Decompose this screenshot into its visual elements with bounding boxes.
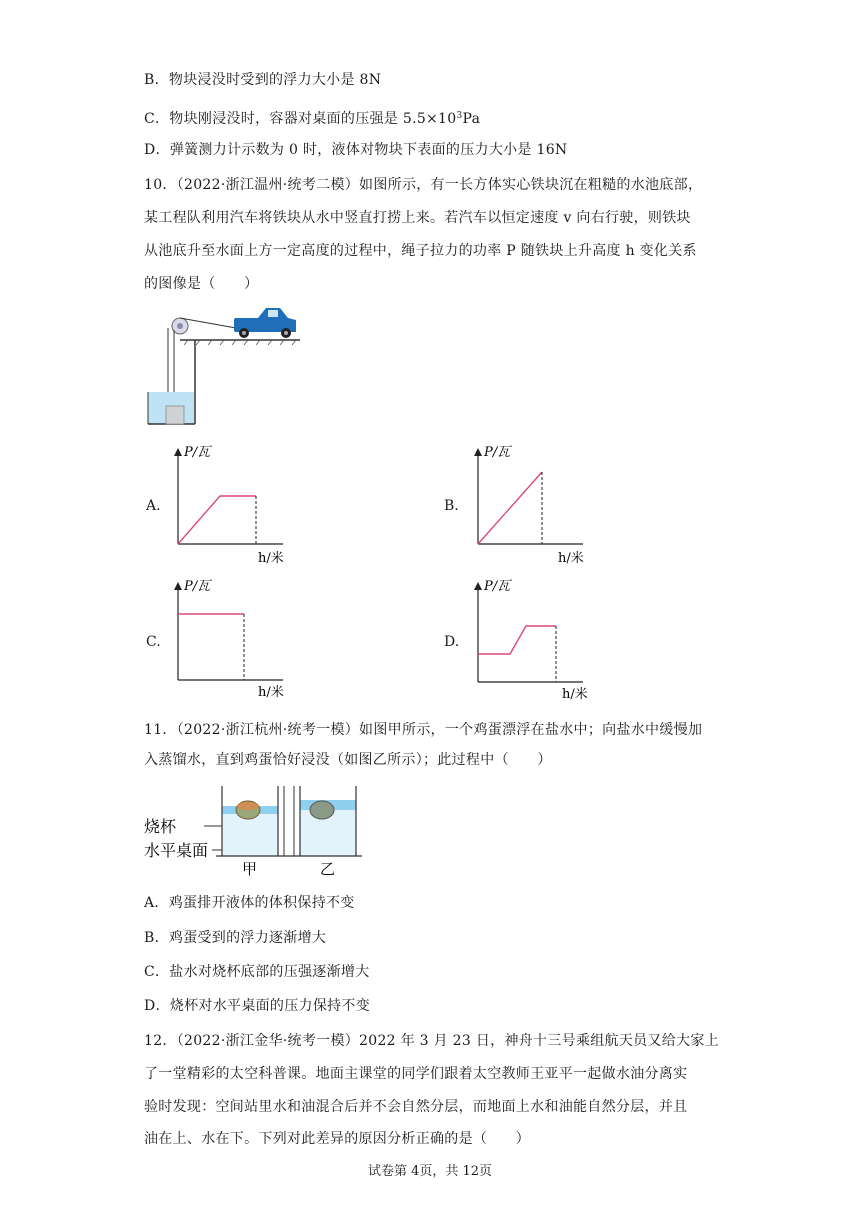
q10-graph-b[interactable] <box>468 440 598 568</box>
q12-line-4: 油在上、水在下。下列对此差异的原因分析正确的是（ ） <box>144 1131 531 1147</box>
q10-graph-d-xlabel: h/米 <box>562 687 588 702</box>
q9-option-b: B．物块浸没时受到的浮力大小是 8N <box>144 72 382 88</box>
q10-graph-a-xlabel: h/米 <box>258 551 284 566</box>
q9-option-c <box>144 106 480 129</box>
q11-option-b[interactable]: B．鸡蛋受到的浮力逐渐增大 <box>144 930 327 946</box>
q9-option-c-exponent: 3 <box>456 111 463 121</box>
egg-beaker-figure <box>140 786 365 878</box>
q10-graph-b-curve <box>478 472 542 544</box>
page-footer: 试卷第 4页，共 12页 <box>367 1164 493 1179</box>
table-label: 水平桌面 <box>144 841 209 860</box>
q11-option-d[interactable]: D．烧杯对水平桌面的压力保持不变 <box>144 998 371 1014</box>
q11-line-2: 入蒸馏水，直到鸡蛋恰好浸没（如图乙所示）；此过程中（ ） <box>144 752 552 768</box>
yi-label: 乙 <box>320 860 336 878</box>
q10-graph-c-xlabel: h/米 <box>258 685 284 700</box>
q10-graph-a[interactable] <box>168 440 298 568</box>
q10-graph-a-curve <box>178 496 256 544</box>
truck-icon <box>234 308 296 338</box>
q12-line-3: 验时发现：空间站里水和油混合后并不会自然分层，而地面上水和油能自然分层，并且 <box>144 1099 688 1115</box>
q11-line-1: 11．（2022·浙江杭州·统考一模）如图甲所示，一个鸡蛋漂浮在盐水中；向盐水中缓慢加 <box>144 722 703 738</box>
q10-line-4: 的图像是（ ） <box>144 276 259 292</box>
q10-graph-d[interactable] <box>468 574 598 702</box>
q10-option-a-label: A. <box>146 498 161 514</box>
q10-graph-a-ylabel: P/瓦 <box>184 445 211 460</box>
q10-option-c-label: C. <box>146 634 161 650</box>
egg-submerged-icon <box>310 801 334 819</box>
q11-option-a[interactable]: A．鸡蛋排开液体的体积保持不变 <box>144 895 355 911</box>
q9-option-c-unit: Pa <box>462 111 481 127</box>
truck-pulley-figure <box>140 302 310 436</box>
beaker-label: 烧杯 <box>144 817 177 836</box>
q10-graph-d-curve <box>478 626 556 654</box>
q10-graph-d-ylabel: P/瓦 <box>484 579 511 594</box>
q11-option-c[interactable]: C．盐水对烧杯底部的压强逐渐增大 <box>144 964 370 980</box>
q10-option-d-label: D. <box>444 634 460 650</box>
jia-label: 甲 <box>242 860 258 878</box>
q10-option-b-label: B. <box>444 498 459 514</box>
q10-graph-b-xlabel: h/米 <box>558 551 584 566</box>
q10-line-2: 某工程队利用汽车将铁块从水中竖直打捞上来。若汽车以恒定速度 v 向右行驶，则铁块 <box>144 210 691 226</box>
q10-graph-c[interactable] <box>168 574 298 702</box>
q9-option-d: D．弹簧测力计示数为 0 时，液体对物块下表面的压力大小是 16N <box>144 142 568 158</box>
q12-line-1: 12．（2022·浙江金华·统考一模）2022 年 3 月 23 日，神舟十三号乘组航天员又给大家上 <box>144 1033 719 1049</box>
q10-line-3: 从池底升至水面上方一定高度的过程中，绳子拉力的功率 P 随铁块上升高度 h 变化关系 <box>144 243 697 259</box>
q10-graph-b-ylabel: P/瓦 <box>484 445 511 460</box>
q10-line-1: 10．（2022·浙江温州·统考二模）如图所示，有一长方体实心铁块沉在粗糙的水池底部， <box>144 177 703 193</box>
q10-graph-c-ylabel: P/瓦 <box>184 579 211 594</box>
q9-option-c-text: C．物块刚浸没时，容器对桌面的压强是 5.5×10 <box>144 111 457 127</box>
q12-line-2: 了一堂精彩的太空科普课。地面主课堂的同学们跟着太空教师王亚平一起做水油分离实 <box>144 1066 688 1082</box>
